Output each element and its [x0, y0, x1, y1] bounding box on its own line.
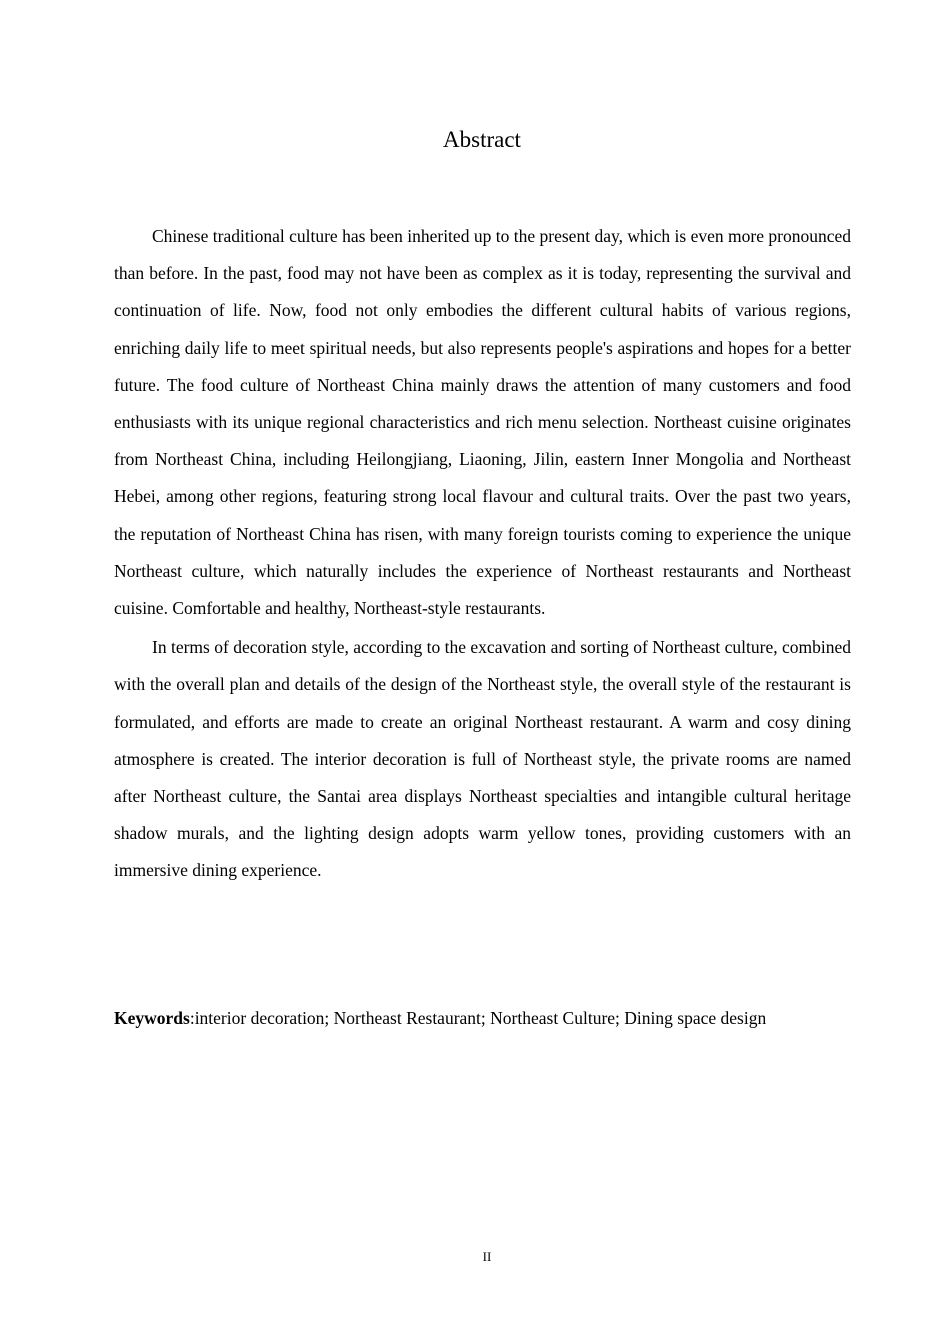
- abstract-paragraph-2: In terms of decoration style, according to the excavation and sorting of Northeast culture, combined with the overall plan and details of the design of the Northeast style, the overall style of the restaurant is formulated, and efforts are made to create an original Northeast restaurant. A warm and cosy dining atmosphere is created. The interior decoration is full of Northeast style, the private rooms are named after Northeast culture, the Santai area displays Northeast specialties and intangible cultural heritage shadow murals, and the lighting design adopts warm yellow tones, providing customers with an immersive dining experience.: [114, 637, 851, 881]
- page-number: II: [482, 1249, 492, 1264]
- keywords-text: :interior decoration; Northeast Restaurant; Northeast Culture; Dining space design: [189, 1008, 767, 1028]
- abstract-paragraph-1: Chinese traditional culture has been inherited up to the present day, which is even more pronounced than before. In the past, food may not have been as complex as it is today, representing the survival and continuation of life. Now, food not only embodies the different cultural habits of various regions, enriching daily life to meet spiritual needs, but also represents people's aspirations and hopes for a better future. The food culture of Northeast China mainly draws the attention of many customers and food enthusiasts with its unique regional characteristics and rich menu selection. Northeast cuisine originates from Northeast China, including Heilongjiang, Liaoning, Jilin, eastern Inner Mongolia and Northeast Hebei, among other regions, featuring strong local flavour and cultural traits. Over the past two years, the reputation of Northeast China has risen, with many foreign tourists coming to experience the unique Northeast culture, which naturally includes the experience of Northeast restaurants and Northeast cuisine. Comfortable and healthy, Northeast-style restaurants.: [114, 226, 851, 619]
- abstract-title: Abstract: [443, 127, 521, 152]
- abstract-body: [114, 218, 851, 890]
- keywords-line: [114, 1002, 874, 1034]
- keywords-label: Keywords: [114, 1008, 190, 1028]
